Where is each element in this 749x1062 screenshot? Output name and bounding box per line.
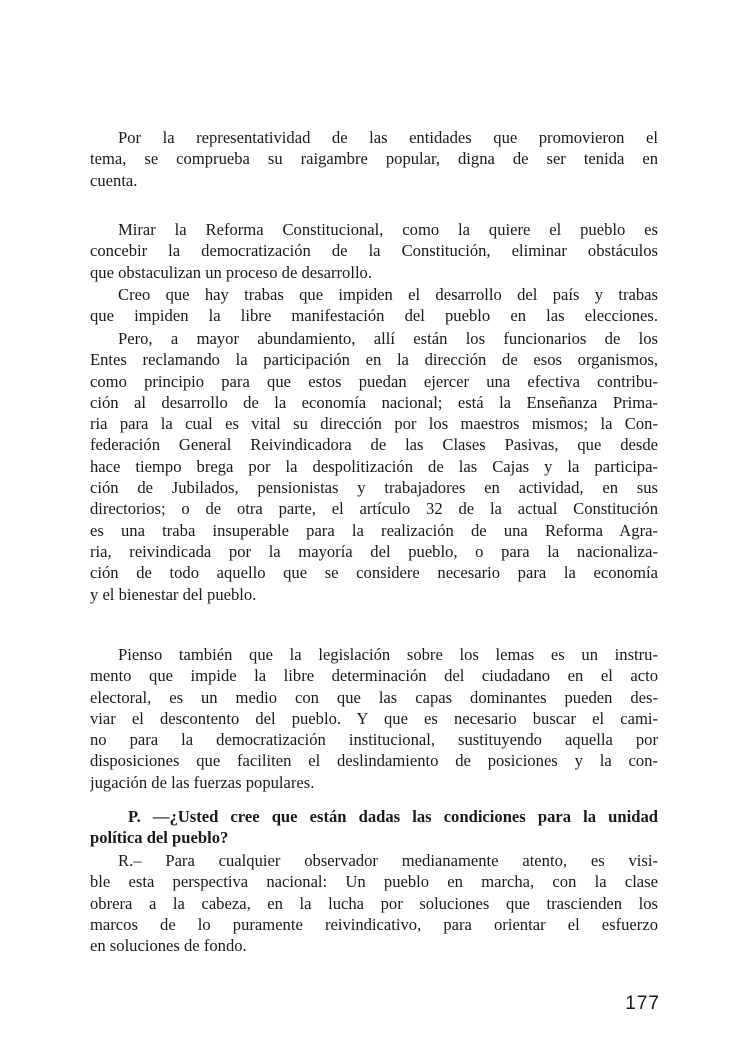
paragraph-entidades xyxy=(90,127,658,191)
paragraph-trabas xyxy=(90,284,658,327)
answer-line: marcos de lo puramente reivindicativo, para orientar el esfuerzo xyxy=(90,914,658,934)
text-line: Por la representatividad de las entidades que promovieron el xyxy=(118,128,658,147)
text-line: ción de Jubilados, pensionistas y trabajadores en actividad, en sus xyxy=(90,478,658,498)
paragraph-reforma xyxy=(90,219,658,283)
answer-line: R.– Para cualquier observador medianamente atento, es visi- xyxy=(118,851,658,870)
page-number: 177 xyxy=(625,993,660,1014)
text-line: ria, reivindicada por la mayoría del pueblo, o para la nacionaliza- xyxy=(90,541,658,561)
text-line: que impiden la libre manifestación del pueblo en las elecciones. xyxy=(90,306,658,326)
text-line: Creo que hay trabas que impiden el desarrollo del país y trabas xyxy=(118,285,658,304)
text-line: concebir la democratización de la Constitución, eliminar obstáculos xyxy=(90,241,658,261)
paragraph-abundamiento xyxy=(90,328,658,605)
answer-line: en soluciones de fondo. xyxy=(90,936,247,956)
text-line: mento que impide la libre determinación del ciudadano en el acto xyxy=(90,666,658,686)
answer-line: obrera a la cabeza, en la lucha por soluciones que trascienden los xyxy=(90,893,658,913)
text-line: federación General Reivindicadora de las Clases Pasivas, que desde xyxy=(90,435,658,455)
text-line: como principio para que estos puedan ejercer una efectiva contribu- xyxy=(90,371,658,391)
text-line: Pienso también que la legislación sobre los lemas es un instru- xyxy=(118,645,658,664)
text-line: Pero, a mayor abundamiento, allí están los funcionarios de los xyxy=(118,329,658,348)
text-line: cuenta. xyxy=(90,170,138,190)
text-line: no para la democratización institucional, sustituyendo aquella por xyxy=(90,730,658,750)
text-line: que obstaculizan un proceso de desarrollo. xyxy=(90,262,372,282)
paragraph-lemas xyxy=(90,644,658,793)
text-line: Mirar la Reforma Constitucional, como la quiere el pueblo es xyxy=(118,220,658,239)
text-line: disposiciones que faciliten el deslindamiento de posiciones y la con- xyxy=(90,751,658,771)
text-line: hace tiempo brega por la despolitización de las Cajas y la participa- xyxy=(90,456,658,476)
text-line: viar el descontento del pueblo. Y que es necesario buscar el cami- xyxy=(90,708,658,728)
text-line: electoral, es un medio con que las capas dominantes pueden des- xyxy=(90,687,658,707)
interview-answer xyxy=(90,850,658,956)
text-line: ción al desarrollo de la economía nacional; está la Enseñanza Prima- xyxy=(90,392,658,412)
question-line: política del pueblo? xyxy=(90,828,229,848)
text-line: y el bienestar del pueblo. xyxy=(90,584,257,604)
interview-question xyxy=(90,806,658,849)
text-line: tema, se comprueba su raigambre popular, digna de ser tenida en xyxy=(90,149,658,169)
text-line: es una traba insuperable para la realización de una Reforma Agra- xyxy=(90,520,658,540)
text-line: ción de todo aquello que se considere necesario para la economía xyxy=(90,563,658,583)
text-line: ria para la cual es vital su dirección por los maestros mismos; la Con- xyxy=(90,414,658,434)
question-line: P. —¿Usted cree que están dadas las condiciones para la unidad xyxy=(128,807,658,826)
text-line: Entes reclamando la participación en la dirección de esos organismos, xyxy=(90,350,658,370)
answer-line: ble esta perspectiva nacional: Un pueblo en marcha, con la clase xyxy=(90,872,658,892)
text-line: directorios; o de otra parte, el artículo 32 de la actual Constitución xyxy=(90,499,658,519)
text-line: jugación de las fuerzas populares. xyxy=(90,772,315,792)
